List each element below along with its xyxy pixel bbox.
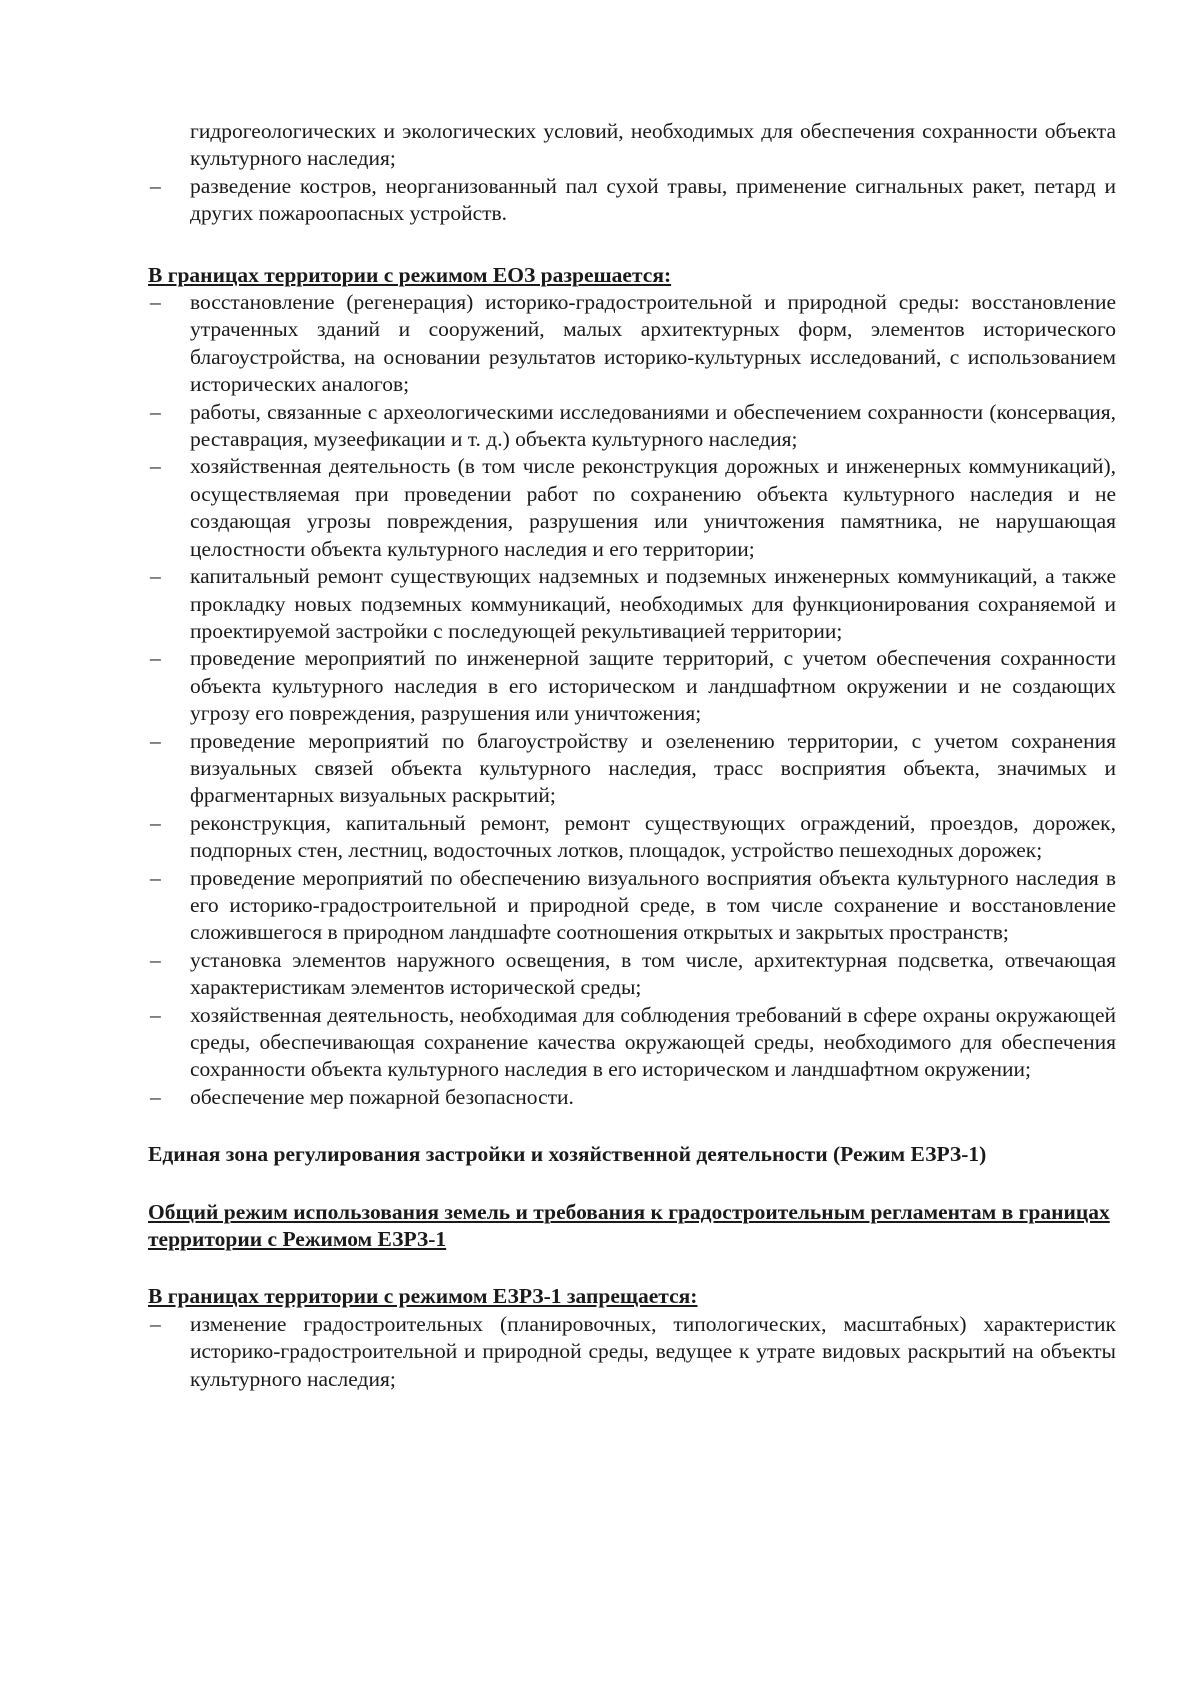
list-item-text: установка элементов наружного освещения, в том числе, архитектурная подсветка, отвечающая характеристикам элементов исторической среды; [190,947,1116,1000]
ezrz-general-regime-heading: Общий режим использования земель и требования к градостроительным регламентам в границах территории с Режимом ЕЗРЗ-1 [148,1199,1110,1252]
list-item-text: восстановление (регенерация) историко-градостроительной и природной среды: восстановление утраченных зданий и сооружений, малых архитектурных форм, элементов исторического благоустройства, на основании результатов историко-культурных исследований, с использованием исторических аналогов; [190,290,1116,397]
eoz-allowed-list [148,289,1116,1111]
list-dash: – [150,173,161,198]
list-dash: – [150,810,161,835]
list-item-text: проведение мероприятий по благоустройству и озеленению территории, с учетом сохранения визуальных связей объекта культурного наследия, трасс восприятия объекта, значимых и фрагментарных визуальных раскрытий; [190,728,1116,808]
list-item [148,399,1116,454]
list-item [148,173,1116,228]
list-item-text: изменение градостроительных (планировочных, типологических, масштабных) характеристик историко-градостроительной и природной среды, ведущее к утрате видовых раскрытий на объекты культурного наследия; [190,1311,1116,1391]
list-item [148,563,1116,645]
list-item-text: проведение мероприятий по обеспечению визуального восприятия объекта культурного наследия в его историко-градостроительной и природной среде, в том числе сохранение и восстановление сложившегося в природном ландшафте соотношения открытых и закрытых пространств; [190,865,1116,945]
list-item-text: хозяйственная деятельность (в том числе реконструкция дорожных и инженерных коммуникаций), осуществляемая при проведении работ по сохранению объекта культурного наследия и не создающая угрозы повреждения, разрушения или уничтожения памятника, не нарушающая целостности объекта культурного наследия и его территории; [190,454,1116,561]
list-item [148,1311,1116,1393]
ezrz-section-title: Единая зона регулирования застройки и хозяйственной деятельности (Режим ЕЗРЗ-1) [148,1142,987,1167]
list-item [148,645,1116,727]
list-item [148,728,1116,810]
document-page [148,118,1116,1393]
list-item-text: реконструкция, капитальный ремонт, ремонт существующих ограждений, проездов, дорожек, подпорных стен, лестниц, водосточных лотков, площадок, устройство пешеходных дорожек; [190,810,1116,863]
list-item [148,1002,1116,1084]
list-item-text: обеспечение мер пожарной безопасности. [190,1084,574,1109]
list-dash: – [150,865,161,890]
eoz-allowed-heading: В границах территории с режимом ЕОЗ разрешается: [148,262,672,287]
ezrz-prohibited-heading: В границах территории с режимом ЕЗРЗ-1 запрещается: [148,1284,698,1309]
list-item-text: капитальный ремонт существующих надземных и подземных инженерных коммуникаций, а также прокладку новых подземных коммуникаций, необходимых для функционирования сохраняемой и проектируемой застройки с последующей рекультивацией территории; [190,564,1116,643]
list-dash: – [150,947,161,972]
list-dash: – [150,564,161,589]
list-dash: – [150,454,161,479]
list-item [148,947,1116,1002]
list-dash: – [150,1002,161,1027]
list-dash: – [150,646,161,671]
list-item [148,289,1116,399]
list-dash: – [150,1311,161,1336]
list-item [148,865,1116,947]
list-item-text: разведение костров, неорганизованный пал сухой травы, применение сигнальных ракет, петард и других пожароопасных устройств. [190,173,1116,226]
continuation-paragraph: гидрогеологических и экологических условий, необходимых для обеспечения сохранности объекта культурного наследия; [190,119,1116,171]
ezrz-prohibited-list [148,1311,1116,1393]
list-dash: – [150,290,161,315]
list-item-text: работы, связанные с археологическими исследованиями и обеспечением сохранности (консервация, реставрация, музеефикации и т. д.) объекта культурного наследия; [190,399,1116,452]
list-item-text: хозяйственная деятельность, необходимая для соблюдения требований в сфере охраны окружающей среды, обеспечивающая сохранение качества окружающей среды, необходимого для обеспечения сохранности объекта культурного наследия в его историческом и ландшафтном окружении; [190,1002,1116,1082]
list-dash: – [150,1084,161,1109]
list-item [148,810,1116,865]
list-item [148,453,1116,563]
list-dash: – [150,728,161,753]
list-item [148,1084,1116,1111]
list-item-text: проведение мероприятий по инженерной защите территорий, с учетом обеспечения сохранности объекта культурного наследия в его историческом и ландшафтном окружении и не создающих угрозу его повреждения, разрушения или уничтожения; [190,646,1116,726]
list-dash: – [150,399,161,424]
